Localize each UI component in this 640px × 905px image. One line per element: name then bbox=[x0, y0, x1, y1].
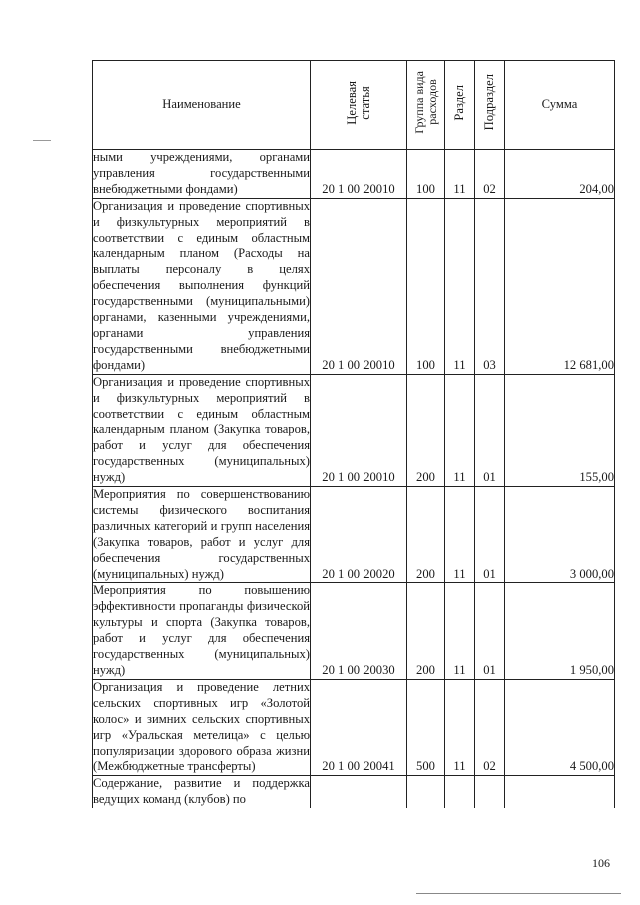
row-sum: 204,00 bbox=[505, 150, 615, 199]
row-target: 20 1 00 20010 bbox=[311, 150, 407, 199]
table-row bbox=[93, 374, 615, 486]
table-row bbox=[93, 776, 615, 808]
row-section: 11 bbox=[445, 198, 475, 374]
row-group: 200 bbox=[407, 374, 445, 486]
row-target: 20 1 00 20010 bbox=[311, 374, 407, 486]
row-name: Мероприятия по повышению эффективности пропаганды физической культуры и спорта (Закупка товаров, работ и услуг для обеспечения государственных (муниципальных) нужд) bbox=[93, 583, 311, 679]
row-sum: 3 000,00 bbox=[505, 487, 615, 583]
row-group: 200 bbox=[407, 487, 445, 583]
row-target: 20 1 00 20010 bbox=[311, 198, 407, 374]
row-sum: 1 950,00 bbox=[505, 583, 615, 679]
header-name: Наименование bbox=[93, 61, 311, 150]
row-name: ными учреждениями, органами управления государственными внебюджетными фондами) bbox=[93, 150, 311, 199]
header-subsection: Подраздел bbox=[475, 61, 505, 150]
row-group: 100 bbox=[407, 198, 445, 374]
budget-table bbox=[92, 60, 615, 808]
row-subsection bbox=[475, 776, 505, 808]
row-target bbox=[311, 776, 407, 808]
row-sum: 4 500,00 bbox=[505, 679, 615, 775]
row-name: Организация и проведение летних сельских спортивных игр «Золотой колос» и зимних сельских спортивных игр «Уральская метелица» с целью популяризации здорового образа жизни (Межбюджетные трансферты) bbox=[93, 679, 311, 775]
row-group: 500 bbox=[407, 679, 445, 775]
header-target: Целевая статья bbox=[311, 61, 407, 150]
row-section: 11 bbox=[445, 374, 475, 486]
row-sum: 12 681,00 bbox=[505, 198, 615, 374]
row-name: Организация и проведение спортивных и физкультурных мероприятий в соответствии с единым областным календарным планом (Закупка товаров, работ и услуг для обеспечения государственных (муниципальных) нужд) bbox=[93, 374, 311, 486]
row-target: 20 1 00 20020 bbox=[311, 487, 407, 583]
table-row bbox=[93, 487, 615, 583]
header-row bbox=[93, 61, 615, 150]
row-subsection: 02 bbox=[475, 679, 505, 775]
table-row bbox=[93, 198, 615, 374]
row-section bbox=[445, 776, 475, 808]
row-subsection: 02 bbox=[475, 150, 505, 199]
row-name: Мероприятия по совершенствованию системы физического воспитания различных категорий и групп населения (Закупка товаров, работ и услуг для обеспечения государственных (муниципальных) нужд) bbox=[93, 487, 311, 583]
row-subsection: 01 bbox=[475, 374, 505, 486]
table-row bbox=[93, 150, 615, 199]
row-group: 200 bbox=[407, 583, 445, 679]
row-group bbox=[407, 776, 445, 808]
row-sum bbox=[505, 776, 615, 808]
row-subsection: 03 bbox=[475, 198, 505, 374]
row-name: Организация и проведение спортивных и физкультурных мероприятий в соответствии с единым областным календарным планом (Расходы на выплаты персоналу в целях обеспечения выполнения функций государственными (муниципальными) органами, казенными учреждениями, органами управления государственными внебюджетными фондами) bbox=[93, 198, 311, 374]
row-section: 11 bbox=[445, 150, 475, 199]
row-target: 20 1 00 20041 bbox=[311, 679, 407, 775]
row-group: 100 bbox=[407, 150, 445, 199]
margin-mark bbox=[33, 140, 51, 141]
page-number: 106 bbox=[592, 856, 610, 870]
header-group: Группа вида расходов bbox=[407, 61, 445, 150]
row-section: 11 bbox=[445, 487, 475, 583]
header-section: Раздел bbox=[445, 61, 475, 150]
row-target: 20 1 00 20030 bbox=[311, 583, 407, 679]
row-subsection: 01 bbox=[475, 583, 505, 679]
table-row bbox=[93, 679, 615, 775]
row-section: 11 bbox=[445, 583, 475, 679]
header-sum: Сумма bbox=[505, 61, 615, 150]
row-sum: 155,00 bbox=[505, 374, 615, 486]
row-section: 11 bbox=[445, 679, 475, 775]
table-row bbox=[93, 583, 615, 679]
footer-line bbox=[416, 893, 621, 894]
row-name: Содержание, развитие и поддержка ведущих команд (клубов) по bbox=[93, 776, 310, 807]
row-subsection: 01 bbox=[475, 487, 505, 583]
